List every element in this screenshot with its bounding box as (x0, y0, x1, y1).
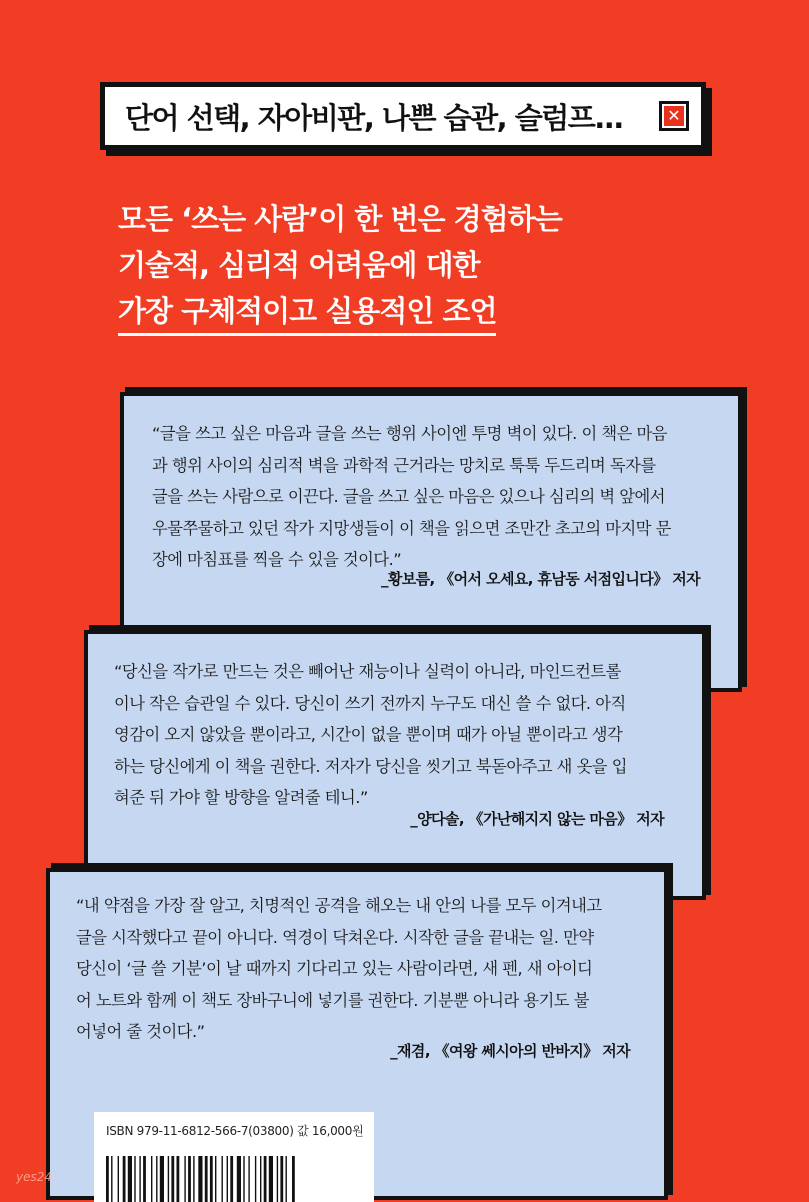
barcode-bar (210, 1156, 213, 1202)
quote-line: 이나 작은 습관일 수 있다. 당신이 쓰기 전까지 누구도 대신 쓸 수 없다. 아직 (114, 693, 626, 713)
barcode-bar (243, 1156, 244, 1202)
barcode-bar (292, 1156, 295, 1202)
barcode-bar (264, 1156, 267, 1202)
barcode-bar (188, 1156, 191, 1202)
review-source-1: _황보름, 《어서 오세요, 휴남동 서점입니다》 저자 (380, 570, 700, 588)
headline-line-3: 가장 구체적이고 실용적인 조언 (118, 291, 496, 336)
review-card-2 (84, 630, 706, 900)
barcode-bar (118, 1156, 119, 1202)
barcode-bar (237, 1156, 241, 1202)
barcode-bar (134, 1156, 135, 1202)
watermark: yes24 (16, 1170, 53, 1184)
quote-line: 어 노트와 함께 이 책도 장바구니에 넣기를 권한다. 기분뿐 아니라 용기도 불 (76, 990, 589, 1010)
barcode-bar (177, 1156, 180, 1202)
barcode-bar (143, 1156, 146, 1202)
isbn-barcode-box (94, 1112, 374, 1202)
barcode-bar (168, 1156, 169, 1202)
barcode-bar (156, 1156, 157, 1202)
barcode-bar (123, 1156, 126, 1202)
barcode-bar (171, 1156, 174, 1202)
barcode-bar (215, 1156, 216, 1202)
quote-line: “글을 쓰고 싶은 마음과 글을 쓰는 행위 사이엔 투명 벽이 있다. 이 책은 마음 (152, 424, 667, 443)
title-bar-text: 단어 선택, 자아비판, 나쁜 습관, 슬럼프... (125, 100, 623, 135)
quote-line: 혀준 뒤 가야 할 방향을 알려줄 테니.” (114, 788, 368, 807)
quote-line: 하는 당신에게 이 책을 권한다. 저자가 당신을 씻기고 북돋아주고 새 옷을 입 (114, 756, 627, 776)
barcode-bar (222, 1156, 223, 1202)
barcode-graphic (106, 1156, 362, 1202)
barcode-bar (227, 1156, 228, 1202)
barcode-bar (106, 1156, 109, 1202)
quote-line: 당신이 ‘글 쓸 기분’이 날 때까지 기다리고 있는 사람이라면, 새 펜, 새 아이디 (76, 959, 593, 978)
barcode-bar (139, 1156, 140, 1202)
barcode-bar (111, 1156, 112, 1202)
barcode-bar (269, 1156, 273, 1202)
quote-line: “내 약점을 가장 잘 알고, 치명적인 공격을 해오는 내 안의 나를 모두 이겨내고 (76, 896, 602, 915)
barcode-bar (184, 1156, 185, 1202)
title-bar (100, 82, 706, 150)
barcode-bar (277, 1156, 278, 1202)
quote-line: 어넣어 줄 것이다.” (76, 1022, 205, 1041)
barcode-bar (193, 1156, 194, 1202)
barcode-bar (260, 1156, 261, 1202)
barcode-bar (198, 1156, 202, 1202)
review-quote-2 (114, 656, 689, 814)
review-source-3: _재겸, 《여왕 쎄시아의 반바지》 저자 (390, 1042, 630, 1060)
review-quote-3 (76, 890, 648, 1048)
quote-line: 글을 쓰는 사람으로 이끈다. 글을 쓰고 싶은 마음은 있으나 심리의 벽 앞에서 (152, 487, 665, 506)
barcode-bar (248, 1156, 249, 1202)
barcode-bar (280, 1156, 283, 1202)
barcode-bar (128, 1156, 132, 1202)
close-button[interactable] (659, 101, 689, 131)
quote-line: 영감이 오지 않았을 뿐이라고, 시간이 없을 뿐이며 때가 아닐 뿐이라고 생각 (114, 725, 623, 744)
quote-line: 우물쭈물하고 있던 작가 지망생들이 이 책을 읽으면 조만간 초고의 마지막 문 (152, 518, 671, 538)
barcode-bar (160, 1156, 164, 1202)
headline (118, 196, 562, 336)
quote-line: 과 행위 사이의 심리적 벽을 과학적 근거라는 망치로 툭툭 두드리며 독자를 (152, 455, 656, 475)
review-quote-1 (152, 418, 724, 576)
review-source-2: _양다솔, 《가난해지지 않는 마음》 저자 (410, 810, 664, 828)
quote-line: 장에 마침표를 찍을 수 있을 것이다.” (152, 550, 402, 569)
headline-line-2: 기술적, 심리적 어려움에 대한 (118, 248, 480, 282)
barcode-bar (230, 1156, 233, 1202)
close-icon: ✕ (664, 106, 684, 126)
headline-line-1: 모든 ‘쓰는 사람’이 한 번은 경험하는 (118, 202, 562, 236)
quote-line: 글을 시작했다고 끝이 아니다. 역경이 닥쳐온다. 시작한 글을 끝내는 일. 만약 (76, 927, 594, 947)
barcode-bar (151, 1156, 152, 1202)
barcode-bar (205, 1156, 208, 1202)
isbn-text: ISBN 979-11-6812-566-7(03800) 값 16,000원 (106, 1124, 364, 1138)
quote-line: “당신을 작가로 만드는 것은 빼어난 재능이나 실력이 아니라, 마인드컨트롤 (114, 662, 621, 681)
barcode-bar (286, 1156, 287, 1202)
barcode-bar (255, 1156, 256, 1202)
